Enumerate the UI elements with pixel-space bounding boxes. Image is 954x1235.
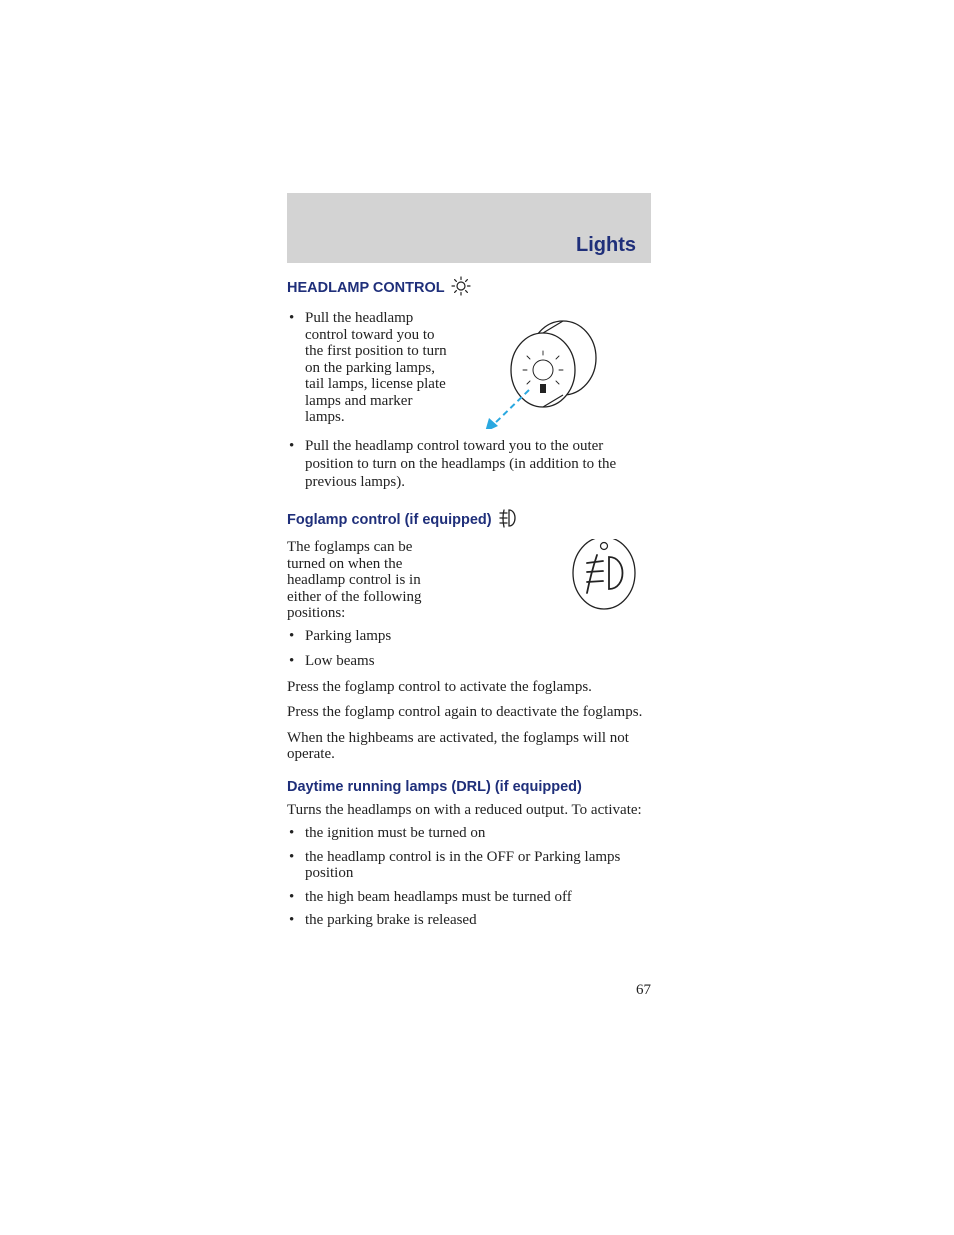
foglamp-activate-text: Press the foglamp control to activate the foglamps. bbox=[287, 678, 592, 695]
drl-intro: Turns the headlamps on with a reduced output. To activate: bbox=[287, 801, 642, 818]
foglamp-heading-text: Foglamp control (if equipped) bbox=[287, 512, 492, 528]
headlamp-sun-icon bbox=[451, 276, 471, 300]
foglamp-heading bbox=[287, 507, 651, 533]
section-header-band bbox=[287, 193, 651, 263]
headlamp-bullet-list-1 bbox=[287, 310, 447, 429]
foglamp-highbeam-text: When the highbeams are activated, the foglamps will not operate. bbox=[287, 729, 629, 762]
drl-bullet-list bbox=[287, 825, 651, 929]
foglamp-bullet-list bbox=[287, 628, 651, 670]
section-title: Lights bbox=[576, 234, 636, 256]
foglamp-intro: The foglamps can be turned on when the headlamp control is in either of the following positions: bbox=[287, 539, 422, 621]
list-item: • Parking lamps bbox=[287, 628, 651, 645]
list-item: • Pull the headlamp control toward you to the first position to turn on the parking lamps, tail lamps, license plate lamps and marker lamps. bbox=[287, 310, 447, 426]
list-item: • Low beams bbox=[287, 653, 651, 670]
drl-heading: Daytime running lamps (DRL) (if equipped) bbox=[287, 778, 582, 795]
headlamp-heading bbox=[287, 276, 651, 300]
list-item: • the parking brake is released bbox=[287, 912, 651, 929]
headlamp-bullet-list-2 bbox=[287, 437, 651, 491]
page-number: 67 bbox=[636, 982, 651, 998]
foglamp-icon bbox=[497, 507, 519, 533]
foglamp-first-row bbox=[287, 539, 651, 622]
headlamp-knob-icon bbox=[471, 304, 651, 429]
list-item: • the ignition must be turned on bbox=[287, 825, 651, 842]
headlamp-heading-text: HEADLAMP CONTROL bbox=[287, 280, 445, 296]
list-item: • Pull the headlamp control toward you to the outer position to turn on the headlamps (in addition to the previous lamps). bbox=[287, 437, 651, 491]
page-content bbox=[287, 276, 651, 929]
headlamp-first-row bbox=[287, 310, 651, 429]
foglamp-deactivate-text: Press the foglamp control again to deactivate the foglamps. bbox=[287, 704, 643, 720]
list-item: • the high beam headlamps must be turned off bbox=[287, 889, 651, 906]
list-item: • the headlamp control is in the OFF or Parking lamps position bbox=[287, 849, 651, 882]
foglamp-button-icon bbox=[531, 539, 651, 615]
